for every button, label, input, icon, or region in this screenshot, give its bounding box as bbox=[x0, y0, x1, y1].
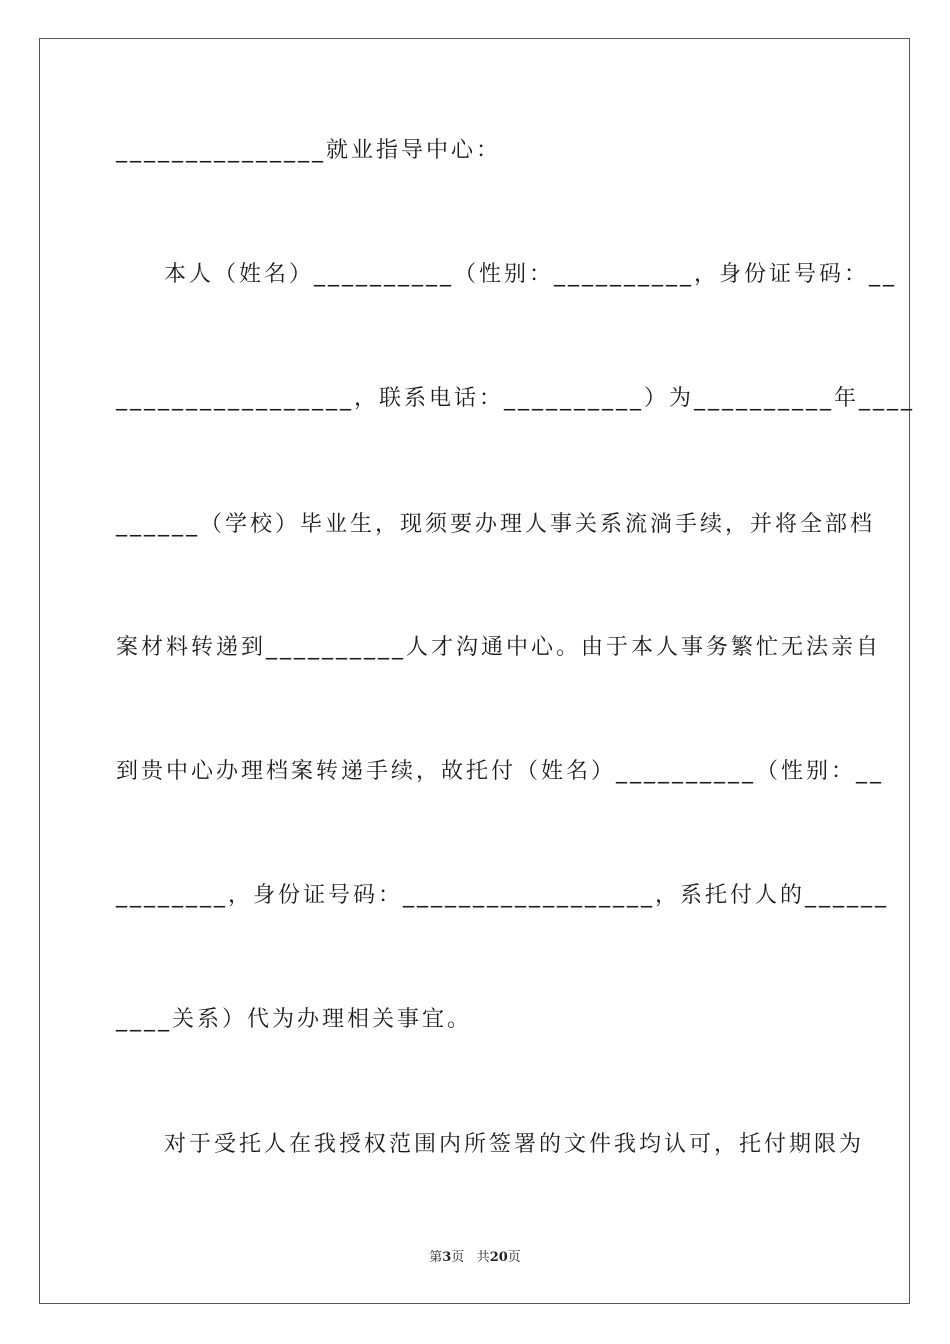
body-line-4: 案材料转递到__________人才沟通中心。由于本人事务繁忙无法亲自 bbox=[116, 635, 882, 660]
body-line-2: _________________，联系电话：__________）为__________年____ bbox=[116, 386, 916, 411]
body-line-7: ____关系）代为办理相关事宜。 bbox=[116, 1007, 473, 1032]
total-page-number: 20 bbox=[489, 1250, 508, 1265]
body-line-3: ______（学校）毕业生，现须要办理人事关系流淌手续，并将全部档 bbox=[116, 512, 876, 537]
body-line-1: 本人（姓名）__________（性别：__________，身份证号码：__ bbox=[164, 262, 898, 287]
total-prefix: 共 bbox=[476, 1250, 490, 1265]
current-page-number: 3 bbox=[442, 1250, 452, 1265]
page-footer bbox=[0, 1246, 950, 1265]
body-line-5: 到贵中心办理档案转递手续，故托付（姓名）__________（性别：__ bbox=[116, 759, 885, 784]
body-line-8: 对于受托人在我授权范围内所签署的文件我均认可，托付期限为 bbox=[164, 1132, 865, 1157]
total-suffix: 页 bbox=[507, 1250, 521, 1265]
body-line-6: ________，身份证号码：__________________，系托付人的______ bbox=[116, 883, 890, 908]
addressee-line: _______________就业指导中心： bbox=[116, 138, 502, 163]
page-suffix: 页 bbox=[451, 1250, 465, 1265]
page-prefix: 第 bbox=[429, 1250, 443, 1265]
page-border bbox=[39, 38, 916, 1304]
